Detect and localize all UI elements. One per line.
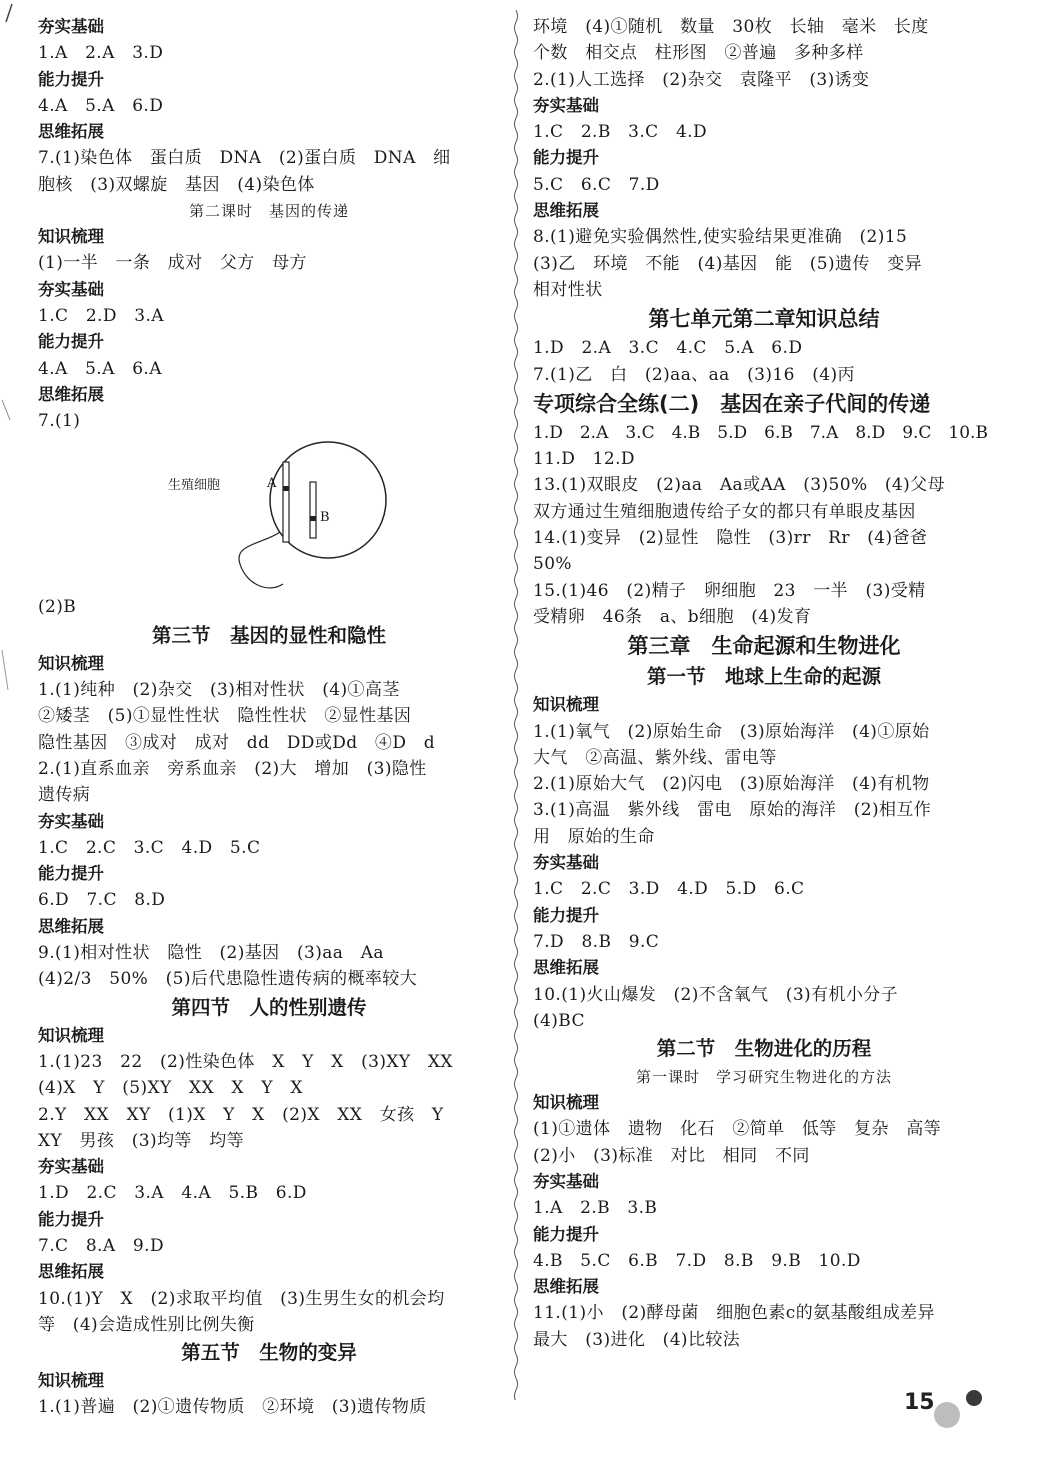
answer-line: 2.Y XX XY (1)X Y X (2)X XX 女孩 Y: [38, 1104, 444, 1125]
section-label: 夯实基础: [533, 95, 599, 115]
left-column: [38, 14, 500, 1421]
cell-label: 生殖细胞: [168, 478, 221, 494]
answer-line: (3)乙 环境 不能 (4)基因 能 (5)遗传 变异: [533, 253, 923, 274]
answer-line: 1.D 2.C 3.A 4.A 5.B 6.D: [38, 1183, 307, 1204]
section-label: 思维拓展: [533, 201, 599, 221]
section-label: 能力提升: [533, 148, 599, 168]
answer-line: (2)B: [38, 597, 77, 618]
answer-line: (2)小 (3)标准 对比 相同 不同: [533, 1145, 810, 1166]
answer-line: 双方通过生殖细胞遗传给子女的都只有单眼皮基因: [533, 501, 916, 522]
section-title: 第四节 人的性别遗传: [171, 995, 367, 1019]
answer-line: 15.(1)46 (2)精子 卵细胞 23 一半 (3)受精: [533, 580, 926, 601]
section-label: 夯实基础: [38, 1157, 104, 1177]
reproductive-cell-diagram: [38, 434, 500, 594]
answer-line: 4.A 5.A 6.D: [38, 95, 164, 116]
answer-line: ②矮茎 (5)①显性性状 隐性性状 ②显性基因: [38, 706, 412, 727]
answer-line: 相对性状: [533, 279, 603, 300]
section-label: 思维拓展: [38, 916, 104, 936]
answer-line: 2.(1)原始大气 (2)闪电 (3)原始海洋 (4)有机物: [533, 774, 930, 795]
section-label: 知识梳理: [533, 695, 599, 715]
section-label: 知识梳理: [38, 1371, 104, 1391]
edge-marks-graphic: [0, 0, 30, 1460]
answer-line: 个数 相交点 柱形图 ②普遍 多种多样: [533, 43, 864, 64]
answer-line: 隐性基因 ③成对 成对 dd DD或Dd ④D d: [38, 732, 436, 753]
gene-a-label: A: [267, 476, 277, 492]
section-label: 思维拓展: [533, 958, 599, 978]
chapter-title: 第三章 生命起源和生物进化: [627, 634, 901, 659]
section-label: 知识梳理: [533, 1093, 599, 1113]
section-label: 思维拓展: [38, 122, 104, 142]
answer-line: 1.C 2.B 3.C 4.D: [533, 122, 708, 143]
lesson-subtitle: 第一课时 学习研究生物进化的方法: [635, 1068, 892, 1087]
section-label: 能力提升: [533, 905, 599, 925]
answer-line: 8.(1)避免实验偶然性,使实验结果更准确 (2)15: [533, 227, 908, 248]
section-label: 能力提升: [38, 332, 104, 352]
answer-line: 2.(1)直系血亲 旁系血亲 (2)大 增加 (3)隐性: [38, 758, 427, 779]
answer-line: 1.(1)氧气 (2)原始生命 (3)原始海洋 (4)①原始: [533, 721, 930, 742]
answer-line: 7.(1)乙 白 (2)aa、aa (3)16 (4)丙: [533, 364, 855, 385]
answer-line: 环境 (4)①随机 数量 30枚 长轴 毫米 长度: [533, 17, 929, 37]
answer-line: 1.(1)纯种 (2)杂交 (3)相对性状 (4)①高茎: [38, 680, 400, 701]
section-label: 夯实基础: [533, 853, 599, 873]
chapter-summary-title: 第七单元第二章知识总结: [648, 307, 880, 332]
section-label: 思维拓展: [38, 384, 104, 404]
column-divider: [512, 10, 520, 1400]
section-label: 能力提升: [533, 1224, 599, 1244]
answer-line: (4)X Y (5)XY XX X Y X: [38, 1078, 303, 1099]
page-edge-marks: [0, 0, 30, 1460]
answer-line: 2.(1)人工选择 (2)杂交 袁隆平 (3)诱变: [533, 69, 870, 90]
section-title: 第五节 生物的变异: [181, 1341, 357, 1365]
answer-line: 14.(1)变异 (2)显性 隐性 (3)rr Rr (4)爸爸: [533, 528, 928, 549]
answer-line: 1.D 2.A 3.C 4.C 5.A 6.D: [533, 338, 803, 359]
special-practice-title: 专项综合全练(二) 基因在亲子代间的传递: [533, 391, 931, 416]
section-label: 知识梳理: [38, 227, 104, 247]
answer-line: 7.(1): [38, 411, 81, 432]
section-label: 能力提升: [38, 1209, 104, 1229]
answer-line: 1.(1)普遍 (2)①遗传物质 ②环境 (3)遗传物质: [38, 1397, 427, 1418]
section-label: 夯实基础: [38, 811, 104, 831]
section-label: 能力提升: [38, 864, 104, 884]
answer-line: (1)①遗体 遗物 化石 ②简单 低等 复杂 高等: [533, 1119, 942, 1140]
section-label: 夯实基础: [38, 279, 104, 299]
answer-line: (1)一半 一条 成对 父方 母方: [38, 253, 307, 274]
answer-line: 10.(1)火山爆发 (2)不含氧气 (3)有机小分子: [533, 984, 899, 1005]
answer-line: 1.C 2.C 3.C 4.D 5.C: [38, 837, 261, 858]
section-label: 知识梳理: [38, 653, 104, 673]
answer-line: (4)BC: [533, 1010, 585, 1031]
answer-line: 50%: [533, 554, 572, 575]
wavy-divider-graphic: [512, 10, 520, 1400]
answer-line: 10.(1)Y X (2)求取平均值 (3)生男生女的机会均: [38, 1288, 445, 1309]
section-title: 第二节 生物进化的历程: [656, 1037, 872, 1061]
answer-line: 受精卵 46条 a、b细胞 (4)发育: [533, 606, 812, 627]
decorative-dot-small: [966, 1390, 982, 1406]
section-label: 思维拓展: [533, 1277, 599, 1297]
answer-line: 1.C 2.C 3.D 4.D 5.D 6.C: [533, 879, 805, 900]
decorative-dot-large: [934, 1402, 960, 1428]
section-title: 第三节 基因的显性和隐性: [151, 623, 386, 647]
section-label: 知识梳理: [38, 1025, 104, 1045]
answer-line: (4)2/3 50% (5)后代患隐性遗传病的概率较大: [38, 969, 418, 990]
answer-line: 11.D 12.D: [533, 449, 635, 470]
right-column: [533, 14, 995, 1353]
answer-line: 1.A 2.A 3.D: [38, 43, 164, 64]
answer-line: 3.(1)高温 紫外线 雷电 原始的海洋 (2)相互作: [533, 800, 932, 821]
answer-line: 13.(1)双眼皮 (2)aa Aa或AA (3)50% (4)父母: [533, 475, 945, 496]
section-label: 夯实基础: [533, 1171, 599, 1191]
answer-line: XY 男孩 (3)均等 均等: [38, 1130, 245, 1151]
answer-line: 7.D 8.B 9.C: [533, 931, 660, 952]
section-label: 思维拓展: [38, 1262, 104, 1282]
answer-line: 4.B 5.C 6.B 7.D 8.B 9.B 10.D: [533, 1250, 861, 1271]
section-label: 夯实基础: [38, 17, 104, 36]
answer-line: 11.(1)小 (2)酵母菌 细胞色素c的氨基酸组成差异: [533, 1303, 935, 1324]
answer-line: 1.C 2.D 3.A: [38, 305, 164, 326]
answer-line: 1.A 2.B 3.B: [533, 1198, 658, 1219]
lesson-subtitle: 第二课时 基因的传递: [188, 202, 349, 221]
answer-line: 1.D 2.A 3.C 4.B 5.D 6.B 7.A 8.D 9.C 10.B: [533, 422, 988, 443]
answer-line: 等 (4)会造成性别比例失衡: [38, 1314, 255, 1335]
answer-line: 用 原始的生命: [533, 826, 655, 847]
answer-line: 7.C 8.A 9.D: [38, 1235, 164, 1256]
answer-line: 1.(1)23 22 (2)性染色体 X Y X (3)XY XX: [38, 1051, 453, 1072]
answer-line: 遗传病: [38, 785, 91, 806]
answer-line: 5.C 6.C 7.D: [533, 174, 660, 195]
page-number: 15: [904, 1390, 935, 1415]
section-title: 第一节 地球上生命的起源: [646, 665, 881, 689]
answer-line: 6.D 7.C 8.D: [38, 890, 166, 911]
page-number-badge: [898, 1384, 988, 1434]
answer-line: 4.A 5.A 6.A: [38, 358, 162, 379]
answer-line: 大气 ②高温、紫外线、雷电等: [533, 747, 777, 768]
gene-b-label: B: [320, 510, 330, 526]
cell-diagram-graphic: [38, 434, 500, 594]
answer-line: 9.(1)相对性状 隐性 (2)基因 (3)aa Aa: [38, 943, 384, 964]
section-label: 能力提升: [38, 69, 104, 89]
answer-line: 最大 (3)进化 (4)比较法: [533, 1329, 741, 1350]
answer-line: 胞核 (3)双螺旋 基因 (4)染色体: [38, 174, 315, 195]
answer-line: 7.(1)染色体 蛋白质 DNA (2)蛋白质 DNA 细: [38, 148, 451, 169]
